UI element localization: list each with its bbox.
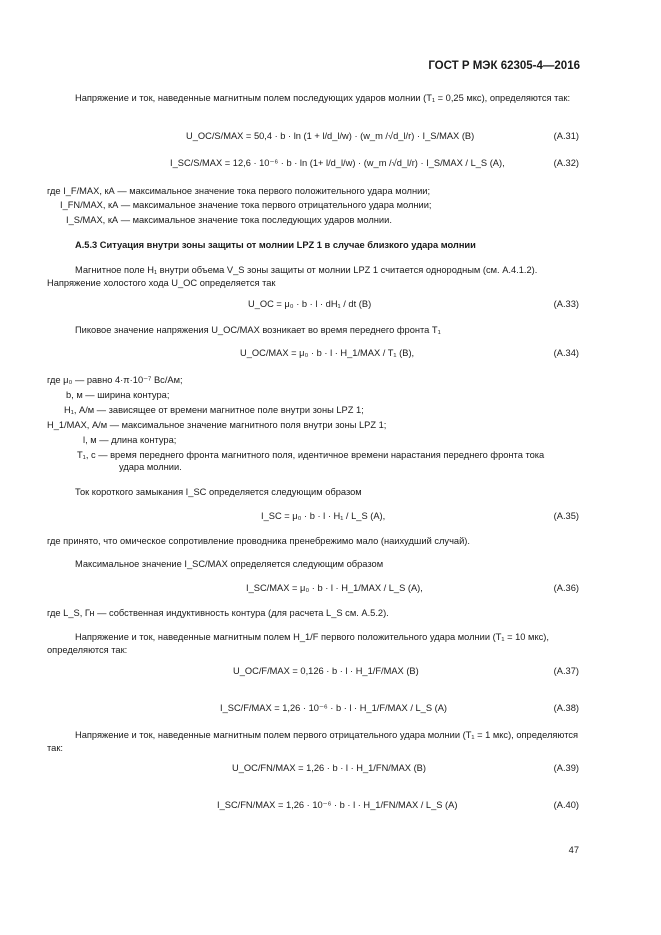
equation-number-a40: (А.40) [553,800,579,810]
paragraph-short-circuit: Ток короткого замыкания I_SC определяется следующим образом [75,487,362,497]
document-code: ГОСТ Р МЭК 62305-4—2016 [428,60,580,72]
definition-row: H₁, А/м — зависящее от времени магнитное поле внутри зоны LPZ 1; [64,405,364,415]
equation-a33: U_OC = μ₀ · b · l · dH₁ / dt (В) [248,299,372,309]
paragraph-subsequent-strokes: Напряжение и ток, наведенные магнитным полем последующих ударов молнии (T₁ = 0,25 мкс), определяются так: [75,93,571,103]
definition-row: b, м — ширина контура; [66,390,170,400]
definition-row: удара молнии. [119,462,182,472]
equation-a34: U_OC/MAX = μ₀ · b · l · H_1/MAX / T₁ (В), [240,348,415,358]
definition-row: T₁, с — время переднего фронта магнитного поля, идентичное времени нарастания переднего фронта тока [77,450,545,460]
equation-a38: I_SC/F/MAX = 1,26 · 10⁻⁶ · b · l · H_1/F/MAX / L_S (A) [220,703,448,713]
equation-number-a36: (А.36) [553,583,579,593]
equation-a40: I_SC/FN/MAX = 1,26 · 10⁻⁶ · b · l · H_1/FN/MAX / L_S (A) [217,800,458,810]
paragraph-first-negative: Напряжение и ток, наведенные магнитным полем первого отрицательного удара молнии (T₁ = 1 мкс), определяются так: [47,730,579,753]
equation-number-a31: (A.31) [553,131,579,141]
equation-a31: U_OC/S/MAX = 50,4 · b · ln (1 + l/d_l/w) · (w_m /√d_l/r) · I_S/MAX (B) [186,131,475,141]
equation-number-a34: (А.34) [553,348,579,358]
paragraph-inductance: где L_S, Гн — собственная индуктивность контура (для расчета L_S см. А.5.2). [47,608,389,618]
paragraph-peak-voltage: Пиковое значение напряжения U_OC/MAX возникает во время переднего фронта T₁ [75,325,441,335]
section-heading: А.5.3 Ситуация внутри зоны защиты от молнии LPZ 1 в случае близкого удара молнии [75,240,476,250]
equation-number-a37: (А.37) [553,666,579,676]
paragraph-max-current: Максимальное значение I_SC/MAX определяется следующим образом [75,559,384,569]
equation-a35: I_SC = μ₀ · b · l · H₁ / L_S (A), [261,511,386,521]
definition-row: l, м — длина контура; [83,435,177,445]
equation-a36: I_SC/MAX = μ₀ · b · l · H_1/MAX / L_S (A), [246,583,423,593]
equation-a37: U_OC/F/MAX = 0,126 · b · l · H_1/F/MAX (B) [233,666,419,676]
equation-number-a39: (А.39) [553,763,579,773]
page-number: 47 [568,845,579,855]
definition-row: H_1/MAX, А/м — максимальное значение магнитного поля внутри зоны LPZ 1; [47,420,387,430]
equation-number-a33: (А.33) [553,299,579,309]
definition-row: I_S/MAX, кА — максимальное значение тока последующих ударов молнии. [66,215,392,225]
equation-number-a32: (A.32) [553,158,579,168]
equation-number-a38: (А.38) [553,703,579,713]
paragraph-first-positive: Напряжение и ток, наведенные магнитным полем H_1/F первого положительного удара молнии (T₁ = 10 мкс), определяются так: [47,632,549,655]
equation-number-a35: (А.35) [553,511,579,521]
definition-row: где μ₀ — равно 4·π·10⁻⁷ Вс/Ам; [47,375,183,385]
equation-a32: I_SC/S/MAX = 12,6 · 10⁻⁶ · b · ln (1+ l/d_l/w) · (w_m /√d_l/r) · I_S/MAX / L_S (A), [170,158,505,168]
definition-row: I_FN/MAX, кА — максимальное значение тока первого отрицательного удара молнии; [60,200,432,210]
paragraph-resistance: где принято, что омическое сопротивление проводника пренебрежимо мало (наихудший случай). [47,536,470,546]
definition-row: где I_F/MAX, кА — максимальное значение тока первого положительного удара молнии; [47,186,431,196]
equation-a39: U_OC/FN/MAX = 1,26 · b · l · H_1/FN/MAX (B) [232,763,426,773]
paragraph-magnetic-field: Магнитное поле H₁ внутри объема V_S зоны защиты от молнии LPZ 1 считается однородным (см. А.4.1.2). Напряжение холостого хода U_OC определяется так [47,265,538,288]
